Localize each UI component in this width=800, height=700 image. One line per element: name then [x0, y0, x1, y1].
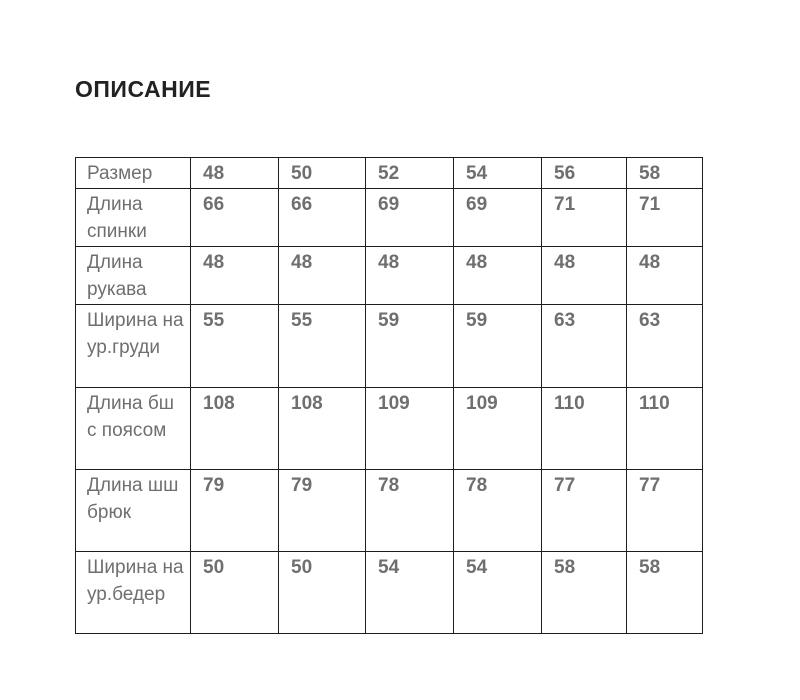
table-cell: 48 — [279, 247, 366, 305]
table-row-hip-width — [76, 552, 703, 634]
table-cell: 48 — [542, 247, 627, 305]
table-row-chest-width — [76, 305, 703, 388]
row-label: Длина шш брюк — [76, 470, 191, 552]
row-label: Размер — [76, 158, 191, 189]
table-cell: 63 — [627, 305, 703, 388]
table-cell: 71 — [627, 189, 703, 247]
table-cell: 56 — [542, 158, 627, 189]
table-row-trouser-length — [76, 470, 703, 552]
table-cell: 108 — [191, 388, 279, 470]
table-cell: 48 — [366, 247, 454, 305]
row-label: Длина спинки — [76, 189, 191, 247]
table-cell: 58 — [542, 552, 627, 634]
table-cell: 48 — [454, 247, 542, 305]
table-cell: 77 — [542, 470, 627, 552]
table-cell: 109 — [366, 388, 454, 470]
table-cell: 50 — [191, 552, 279, 634]
table-cell: 69 — [454, 189, 542, 247]
table-cell: 58 — [627, 158, 703, 189]
size-chart-table — [75, 157, 703, 634]
table-cell: 110 — [627, 388, 703, 470]
table-cell: 59 — [454, 305, 542, 388]
table-cell: 109 — [454, 388, 542, 470]
table-cell: 71 — [542, 189, 627, 247]
table-cell: 77 — [627, 470, 703, 552]
table-cell: 78 — [366, 470, 454, 552]
table-row-size — [76, 158, 703, 189]
table-cell: 59 — [366, 305, 454, 388]
table-row-sleeve-length — [76, 247, 703, 305]
table-cell: 79 — [279, 470, 366, 552]
table-cell: 79 — [191, 470, 279, 552]
table-row-jumpsuit-length — [76, 388, 703, 470]
table-cell: 54 — [366, 552, 454, 634]
table-cell: 48 — [191, 247, 279, 305]
table-cell: 50 — [279, 552, 366, 634]
table-cell: 66 — [279, 189, 366, 247]
table-cell: 78 — [454, 470, 542, 552]
table-cell: 110 — [542, 388, 627, 470]
table-cell: 108 — [279, 388, 366, 470]
table-cell: 48 — [191, 158, 279, 189]
table-cell: 48 — [627, 247, 703, 305]
row-label: Длина рукава — [76, 247, 191, 305]
row-label: Ширина на ур.груди — [76, 305, 191, 388]
table-cell: 54 — [454, 552, 542, 634]
table-cell: 50 — [279, 158, 366, 189]
table-cell: 69 — [366, 189, 454, 247]
row-label: Ширина на ур.бедер — [76, 552, 191, 634]
row-label: Длина бш с поясом — [76, 388, 191, 470]
page-title: ОПИСАНИЕ — [75, 76, 212, 102]
table-cell: 55 — [191, 305, 279, 388]
table-cell: 66 — [191, 189, 279, 247]
table-cell: 63 — [542, 305, 627, 388]
table-cell: 58 — [627, 552, 703, 634]
table-cell: 52 — [366, 158, 454, 189]
table-row-back-length — [76, 189, 703, 247]
table-cell: 55 — [279, 305, 366, 388]
table-cell: 54 — [454, 158, 542, 189]
